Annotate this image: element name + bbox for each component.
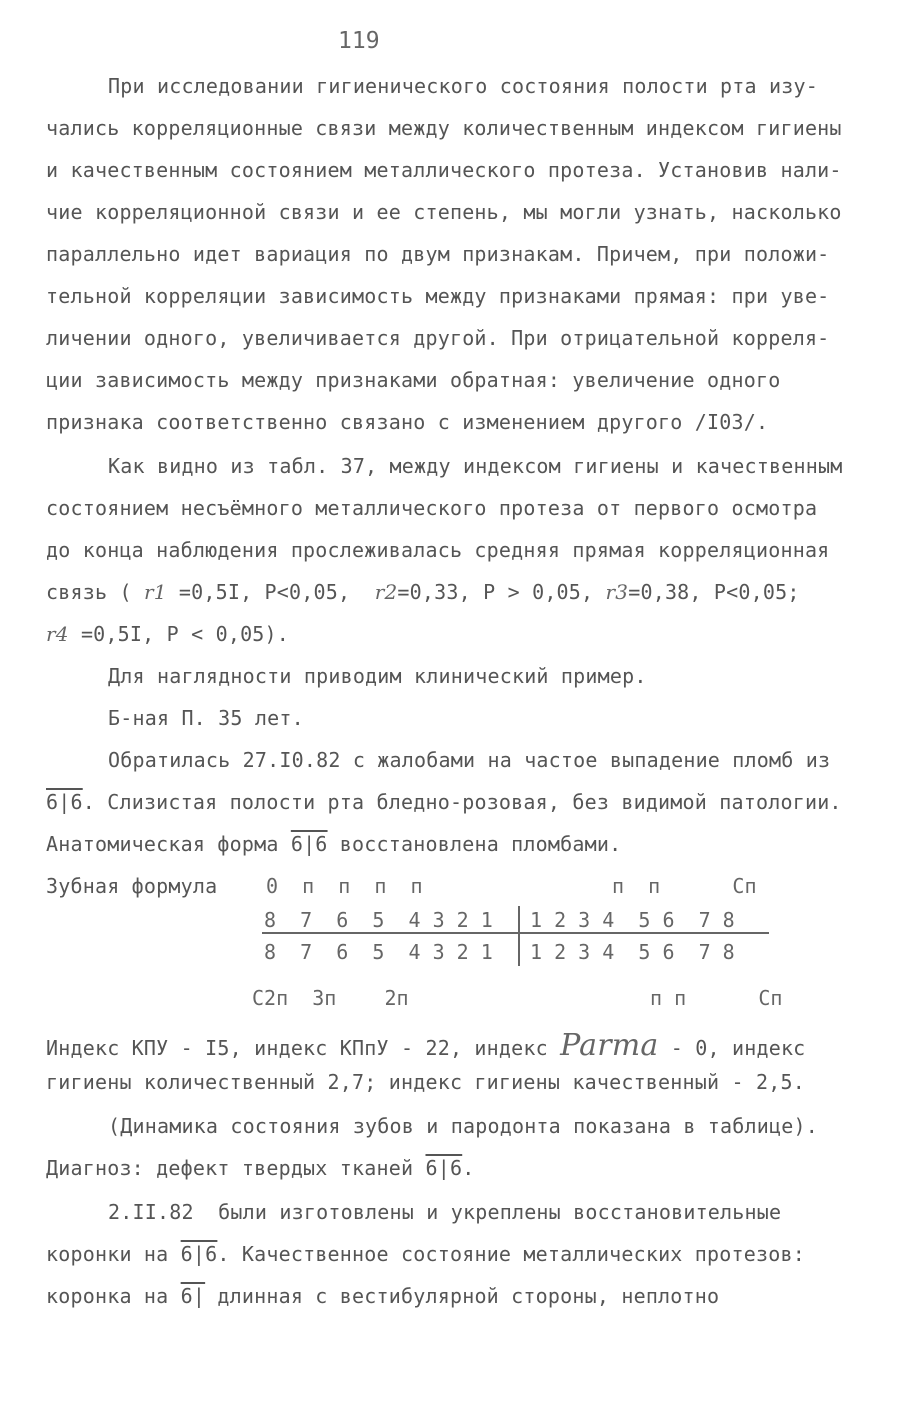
tooth-notation: 6|6 [46,790,83,814]
correlation-line-2 [46,622,289,646]
indices-text-end: - 0, индекс [658,1036,806,1060]
treatment-text-end: . Качественное состояние металлических протезов: [217,1242,805,1266]
indices-line-2: гигиены количественный 2,7; индекс гигиены качественный - 2,5. [46,1070,805,1094]
handwritten-index-name: Parma [560,1028,659,1063]
paragraph2-line: до конца наблюдения прослеживалась средняя прямая корреляционная [46,538,830,562]
paragraph1-line: признака соответственно связано с изменением другого /I03/. [46,410,769,434]
paragraph2-line: Как видно из табл. 37, между индексом гигиены и качественным [108,454,843,478]
formula-divider-line [262,932,769,934]
complaint-line: Обратилась 27.I0.82 с жалобами на частое выпадение пломб из [108,748,831,772]
paragraph2-line: состоянием несъёмного металлического протеза от первого осмотра [46,496,818,520]
formula-upper-right: 1 2 3 4 5 6 7 8 [530,908,735,932]
anatomy-text: Анатомическая форма [46,832,291,856]
formula-bottom-marks-right: п п Сп [650,986,783,1010]
complaint-line-3 [46,832,621,856]
paragraph1-line: параллельно идет вариация по двум признакам. Причем, при положи- [46,242,830,266]
r1-value: =0,5I, P<0,05, [178,580,351,604]
tooth-notation: 6|6 [425,1156,463,1180]
tooth-notation: 6|6 [290,832,328,856]
formula-top-marks-right: п п Сп [612,874,757,898]
indices-line [46,1028,805,1063]
formula-lower-right: 1 2 3 4 5 6 7 8 [530,940,735,964]
paragraph1-line: тельной корреляции зависимость между признаками прямая: при уве- [46,284,830,308]
dental-formula-label: Зубная формула [46,874,218,898]
r1-symbol: r1 [143,580,167,604]
treatment-text: коронка на [46,1284,181,1308]
diagnosis-text: Диагноз: дефект твердых тканей [46,1156,426,1180]
paragraph1-line: ции зависимость между признаками обратная: увеличение одного [46,368,781,392]
r4-symbol: r4 [46,622,69,646]
r3-symbol: r3 [605,580,629,604]
formula-upper-left: 8 7 6 5 4 3 2 1 [264,908,493,932]
tooth-notation: 6| [180,1284,206,1308]
correlation-line [46,580,800,604]
treatment-text: коронки на [46,1242,181,1266]
corr-prefix: связь ( [46,580,132,604]
diagnosis-line [46,1156,474,1180]
r3-value: =0,38, P<0,05; [628,580,800,604]
r2-symbol: r2 [374,580,398,604]
treatment-line-2 [46,1242,805,1266]
paragraph1-line: личении одного, увеличивается другой. При отрицательной корреля- [46,326,830,350]
treatment-line-3 [46,1284,719,1308]
treatment-line: 2.II.82 были изготовлены и укреплены восстановительные [108,1200,782,1224]
tooth-notation: 6|6 [180,1242,218,1266]
r4-value: =0,5I, P < 0,05). [80,622,290,646]
paragraph1-line: чие корреляционной связи и ее степень, мы могли узнать, насколько [46,200,842,224]
complaint-line-2 [46,790,842,814]
formula-top-marks-left: 0 п п п п [266,874,423,898]
complaint-text: . Слизистая полости рта бледно-розовая, без видимой патологии. [82,790,842,814]
anatomy-text-end: восстановлена пломбами. [327,832,622,856]
formula-lower-left: 8 7 6 5 4 3 2 1 [264,940,493,964]
dynamics-note: (Динамика состояния зубов и пародонта показана в таблице). [108,1114,818,1138]
indices-text: Индекс КПУ - I5, индекс КПпУ - 22, индекс [46,1036,561,1060]
diagnosis-end: . [462,1156,475,1180]
patient-line: Б-ная П. 35 лет. [108,706,304,730]
r2-value: =0,33, P > 0,05, [397,580,594,604]
example-intro: Для наглядности приводим клинический пример. [108,664,647,688]
paragraph1-line: При исследовании гигиенического состояния полости рта изу- [108,74,818,98]
formula-bottom-marks-left: С2п Зп 2п [252,986,409,1010]
page-number: 119 [338,28,380,54]
paragraph1-line: чались корреляционные связи между количественным индексом гигиены [46,116,842,140]
formula-midline [518,906,520,966]
treatment-text-end: длинная с вестибулярной стороны, неплотно [205,1284,720,1308]
paragraph1-line: и качественным состоянием металлического протеза. Установив нали- [46,158,842,182]
